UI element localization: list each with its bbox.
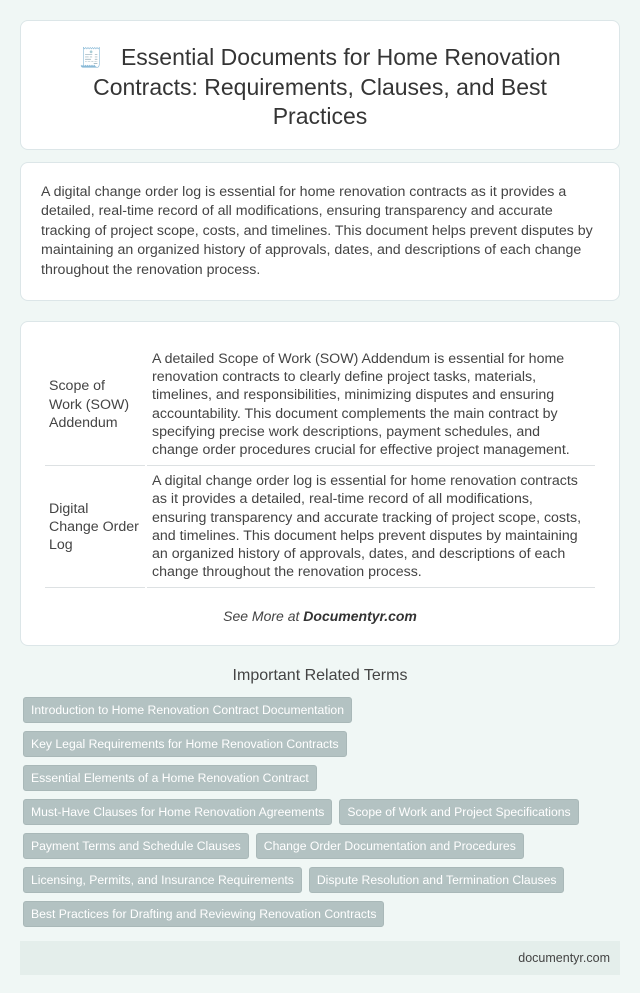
- see-more-prefix: See More at: [223, 608, 304, 625]
- footer-site-link[interactable]: documentyr.com: [518, 951, 610, 965]
- table-row: [45, 466, 595, 588]
- intro-paragraph: A digital change order log is essential for home renovation contracts as it provides a detailed, real-time record of all modifications, ensuring transparency and accurate tracking of project scope, costs, and timelines. This document helps prevent disputes by maintaining an organized history of approvals, dates, and descriptions of each change throughout the renovation process.: [41, 184, 593, 278]
- see-more-line: [43, 608, 597, 624]
- documents-table: [43, 344, 597, 588]
- see-more-link[interactable]: Documentyr.com: [303, 608, 417, 625]
- related-term-tag[interactable]: Best Practices for Drafting and Reviewing Renovation Contracts: [23, 901, 384, 927]
- document-description: A digital change order log is essential for home renovation contracts as it provides a detailed, real-time record of all modifications, ensuring transparency and accurate tracking of project scope, costs, and timelines. This document helps prevent disputes by maintaining an organized history of approvals, dates, and descriptions of each change throughout the renovation process.: [147, 466, 595, 588]
- related-term-tag[interactable]: Essential Elements of a Home Renovation Contract: [23, 765, 317, 791]
- related-terms-tags: [20, 697, 620, 927]
- document-term: Digital Change Order Log: [45, 466, 145, 588]
- related-term-tag[interactable]: Scope of Work and Project Specifications: [339, 799, 578, 825]
- related-term-tag[interactable]: Introduction to Home Renovation Contract Documentation: [23, 697, 352, 723]
- document-description: A detailed Scope of Work (SOW) Addendum is essential for home renovation contracts to clearly define project tasks, materials, timelines, and responsibilities, minimizing disputes and ensuring accountability. This document complements the main contract by specifying precise work descriptions, payment schedules, and change order procedures crucial for effective project management.: [147, 344, 595, 466]
- page-title: [49, 43, 591, 131]
- related-term-tag[interactable]: Key Legal Requirements for Home Renovation Contracts: [23, 731, 347, 757]
- table-row: [45, 344, 595, 466]
- title-card: [20, 20, 620, 150]
- receipt-document-icon: 🧾: [79, 48, 103, 69]
- related-term-tag[interactable]: Licensing, Permits, and Insurance Requirements: [23, 867, 302, 893]
- document-term: Scope of Work (SOW) Addendum: [45, 344, 145, 466]
- footer-bar: [20, 941, 620, 975]
- related-term-tag[interactable]: Change Order Documentation and Procedures: [256, 833, 524, 859]
- page-title-text: Essential Documents for Home Renovation Contracts: Requirements, Clauses, and Best Practices: [93, 44, 561, 129]
- related-term-tag[interactable]: Must-Have Clauses for Home Renovation Agreements: [23, 799, 332, 825]
- related-term-tag[interactable]: Dispute Resolution and Termination Clauses: [309, 867, 565, 893]
- related-terms-heading: Important Related Terms: [232, 667, 408, 684]
- intro-card: [20, 162, 620, 301]
- related-term-tag[interactable]: Payment Terms and Schedule Clauses: [23, 833, 249, 859]
- documents-card: [20, 321, 620, 646]
